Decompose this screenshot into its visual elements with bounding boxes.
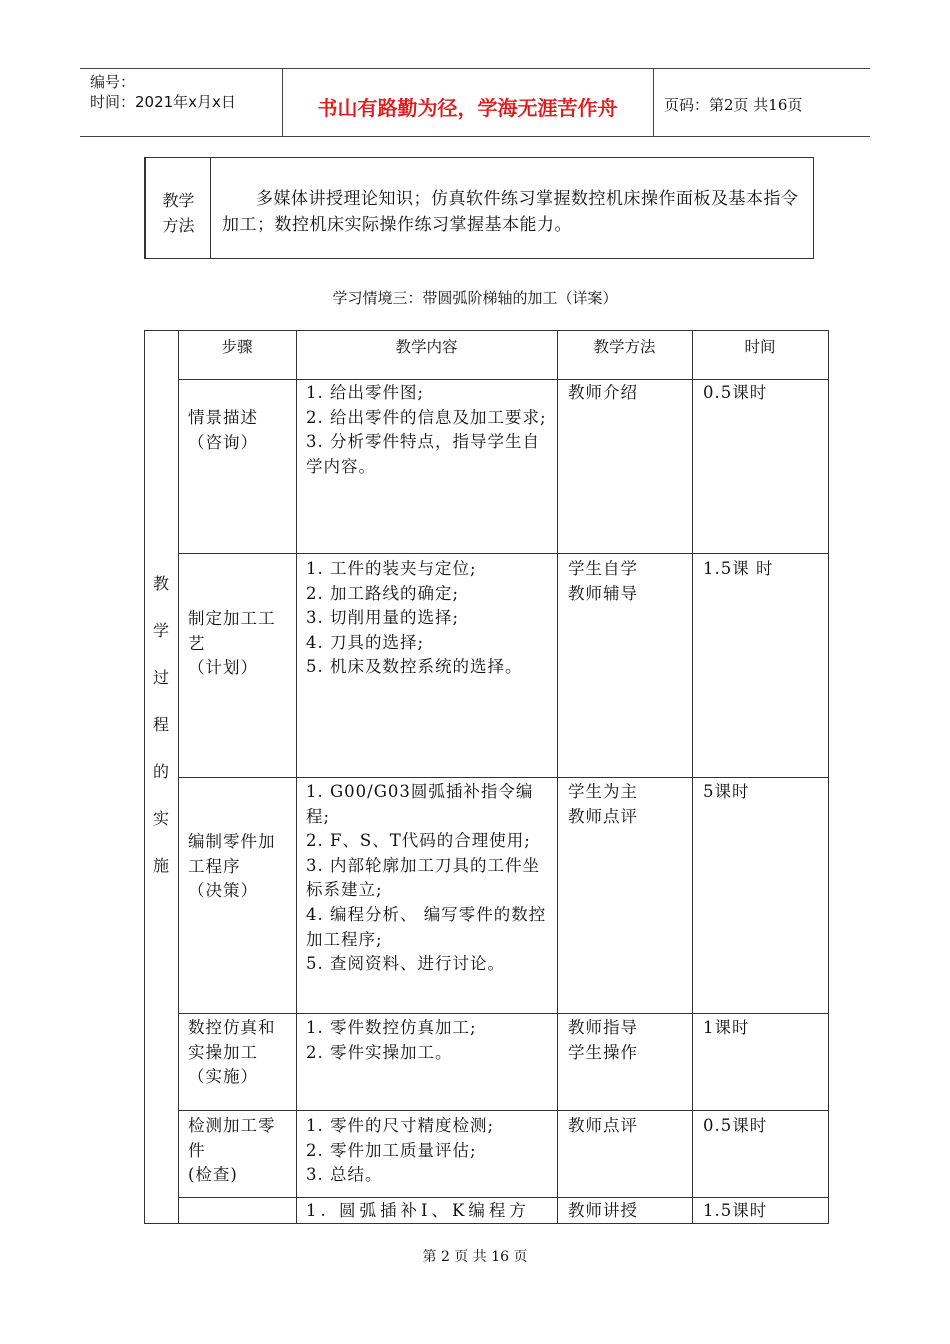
- document-time-label: 时间：2021年x月x日: [90, 93, 236, 111]
- section-title: 学习情境三：带圆弧阶梯轴的加工（详案）: [332, 289, 618, 307]
- method-cell: [568, 780, 688, 829]
- step-line: 编制零件加工程序: [188, 832, 276, 876]
- column-header-content: 教学内容: [395, 338, 458, 356]
- header-bottom-rule: [80, 136, 870, 137]
- step-cell: [188, 830, 292, 904]
- teaching-method-box: [144, 157, 814, 259]
- table-rule: [178, 553, 829, 554]
- side-label-char: 教: [152, 574, 169, 593]
- table-rule: [178, 1197, 829, 1198]
- table-rule: [692, 330, 693, 1224]
- step-cell: [188, 1114, 292, 1188]
- step-line: （决策）: [188, 881, 258, 901]
- time-cell: 1.5课时: [703, 1201, 768, 1220]
- step-line: 情景描述: [188, 408, 258, 427]
- content-line: 4. 编程分析、 编写零件的数控加工程序;: [306, 904, 547, 949]
- content-line: 4. 刀具的选择;: [306, 632, 425, 652]
- content-line: 3. 分析零件特点，指导学生自学内容。: [306, 432, 540, 476]
- content-cell: [306, 381, 552, 479]
- step-cell: [188, 1016, 292, 1090]
- header-top-rule: [80, 68, 870, 69]
- content-line: 3. 切削用量的选择;: [306, 608, 460, 628]
- side-label-char: 程: [152, 715, 169, 734]
- content-cell: [306, 557, 552, 680]
- method-cell: [568, 1016, 688, 1065]
- method-line: 学生操作: [568, 1042, 638, 1062]
- step-cell: [188, 607, 292, 681]
- teaching-method-label: [146, 158, 211, 258]
- header-divider: [653, 68, 654, 136]
- content-line: 1. 零件的尺寸精度检测;: [306, 1116, 495, 1135]
- method-line: 教师讲授: [568, 1201, 638, 1220]
- step-line: 制定加工工艺: [188, 609, 276, 653]
- content-line: 2. 给出零件的信息及加工要求;: [306, 407, 547, 427]
- document-number-label: 编号：: [90, 73, 136, 91]
- method-line: 教师点评: [568, 1116, 638, 1135]
- content-line: 3. 内部轮廓加工刀具的工件坐标系建立;: [306, 855, 540, 900]
- table-rule: [178, 330, 179, 1224]
- method-line: 教师指导: [568, 1018, 638, 1037]
- step-line: （计划）: [188, 658, 258, 678]
- content-cell: [306, 1016, 552, 1065]
- table-rule: [178, 777, 829, 778]
- column-header-time: 时间: [744, 338, 776, 356]
- header-page-number: 页码：第2页 共16页: [664, 96, 803, 114]
- teaching-method-label-line: 方法: [162, 216, 195, 235]
- content-line: 5. 查阅资料、进行讨论。: [306, 954, 505, 974]
- table-rule: [557, 330, 558, 1224]
- step-line: 检测加工零件: [188, 1116, 276, 1160]
- step-line: （咨询）: [188, 432, 258, 452]
- time-cell: 0.5课时: [703, 383, 768, 402]
- table-rule: [144, 330, 829, 331]
- side-label-char: 的: [152, 762, 169, 781]
- table-rule: [296, 330, 297, 1224]
- content-line: 1. G00/G03圆弧插补指令编程;: [306, 782, 534, 826]
- side-label-char: 过: [152, 668, 169, 687]
- time-cell: 1.5课 时: [703, 559, 774, 578]
- content-cell: [306, 1114, 552, 1188]
- method-line: 学生为主: [568, 782, 638, 801]
- step-cell: [188, 406, 292, 455]
- content-line: 1. 给出零件图;: [306, 383, 425, 402]
- method-line: 教师辅导: [568, 583, 638, 603]
- time-cell: 5课时: [703, 782, 750, 801]
- step-line: 数控仿真和实操加工: [188, 1018, 276, 1062]
- content-line: 3. 总结。: [306, 1165, 383, 1185]
- header-motto: 书山有路勤为径，学海无涯苦作舟: [317, 96, 618, 120]
- method-cell: [568, 557, 688, 606]
- content-line: 2. F、S、T代码的合理使用;: [306, 831, 531, 851]
- page-footer: 第 2 页 共 16 页: [422, 1249, 528, 1265]
- content-line: 1. 圆弧插补I、K编程方: [306, 1201, 530, 1220]
- table-rule: [828, 330, 829, 1224]
- method-line: 学生自学: [568, 559, 638, 578]
- side-label-char: 学: [152, 621, 169, 640]
- step-line: (检查): [188, 1165, 238, 1185]
- content-line: 1. 零件数控仿真加工;: [306, 1018, 477, 1037]
- content-cell: [306, 1199, 552, 1224]
- column-header-method: 教学方法: [593, 338, 656, 356]
- content-cell: [306, 780, 552, 977]
- method-line: 教师点评: [568, 806, 638, 826]
- time-cell: 0.5课时: [703, 1116, 768, 1135]
- method-cell: [568, 1114, 688, 1139]
- content-line: 5. 机床及数控系统的选择。: [306, 657, 523, 677]
- column-header-step: 步骤: [221, 338, 253, 356]
- table-rule: [178, 1013, 829, 1014]
- teaching-method-label-line: 教学: [162, 191, 195, 210]
- time-cell: 1课时: [703, 1018, 750, 1037]
- content-line: 2. 零件实操加工。: [306, 1042, 453, 1062]
- teaching-method-text: 多媒体讲授理论知识；仿真软件练习掌握数控机床操作面板及基本指令加工；数控机床实际操作练习掌握基本能力。: [222, 189, 799, 235]
- content-line: 2. 零件加工质量评估;: [306, 1140, 477, 1160]
- side-label-char: 实: [152, 809, 169, 828]
- method-cell: [568, 381, 688, 406]
- step-line: （实施）: [188, 1067, 258, 1087]
- method-cell: [568, 1199, 688, 1224]
- method-line: 教师介绍: [568, 383, 638, 402]
- table-rule: [178, 379, 829, 380]
- table-rule: [178, 1110, 829, 1111]
- side-label-char: 施: [152, 856, 169, 875]
- content-line: 1. 工件的装夹与定位;: [306, 559, 477, 578]
- content-line: 2. 加工路线的确定;: [306, 583, 460, 603]
